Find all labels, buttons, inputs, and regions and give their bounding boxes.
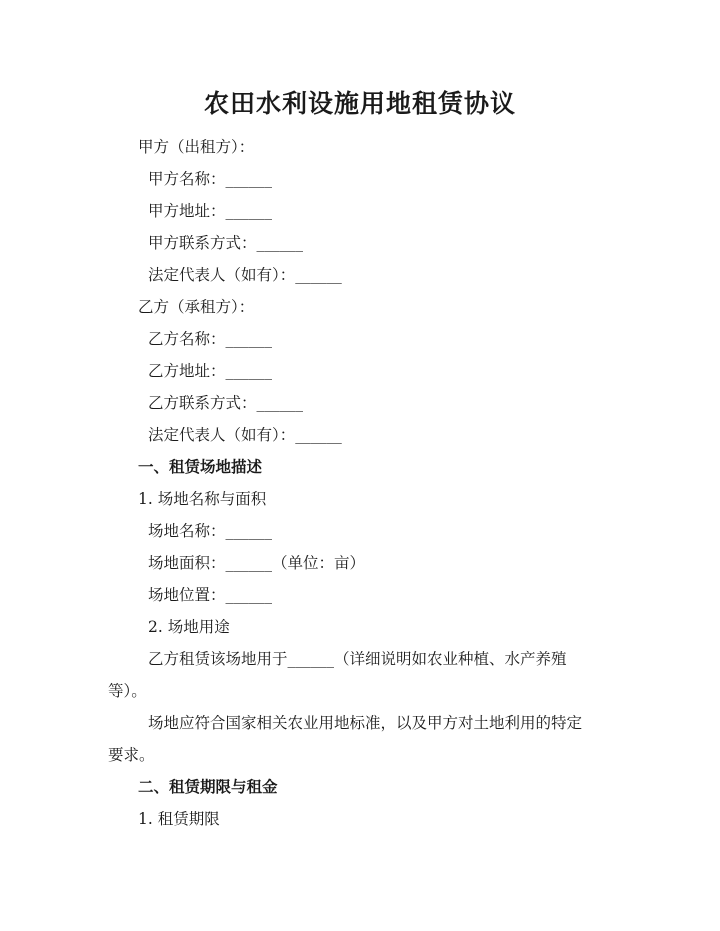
party-a-contact: 甲方联系方式：______ bbox=[148, 234, 304, 252]
section1-item2: 2. 场地用途 bbox=[148, 618, 230, 636]
party-b-name: 乙方名称：______ bbox=[148, 330, 273, 348]
party-a-label: 甲方（出租方）： bbox=[138, 138, 255, 156]
site-area: 场地面积：______（单位：亩） bbox=[148, 554, 366, 572]
section1-heading: 一、租赁场地描述 bbox=[138, 458, 263, 476]
section2-item1: 1. 租赁期限 bbox=[138, 810, 220, 828]
site-location: 场地位置：______ bbox=[148, 586, 273, 604]
section1-item1: 1. 场地名称与面积 bbox=[138, 490, 267, 508]
party-b-label: 乙方（承租方）： bbox=[138, 298, 255, 316]
party-a-rep: 法定代表人（如有）：______ bbox=[148, 266, 342, 284]
party-b-rep: 法定代表人（如有）：______ bbox=[148, 426, 342, 444]
document-title: 农田水利设施用地租赁协议 bbox=[203, 89, 516, 118]
party-a-name: 甲方名称：______ bbox=[148, 170, 273, 188]
party-b-contact: 乙方联系方式：______ bbox=[148, 394, 304, 412]
site-name: 场地名称：______ bbox=[148, 522, 273, 540]
standard-line1: 场地应符合国家相关农业用地标准，以及甲方对土地利用的特定 bbox=[148, 714, 583, 732]
party-b-address: 乙方地址：______ bbox=[148, 362, 273, 380]
usage-line2: 等）。 bbox=[108, 682, 147, 700]
section2-heading: 二、租赁期限与租金 bbox=[138, 778, 278, 796]
party-a-address: 甲方地址：______ bbox=[148, 202, 273, 220]
standard-line2: 要求。 bbox=[108, 746, 155, 764]
usage-line1: 乙方租赁该场地用于______（详细说明如农业种植、水产养殖 bbox=[148, 650, 567, 668]
